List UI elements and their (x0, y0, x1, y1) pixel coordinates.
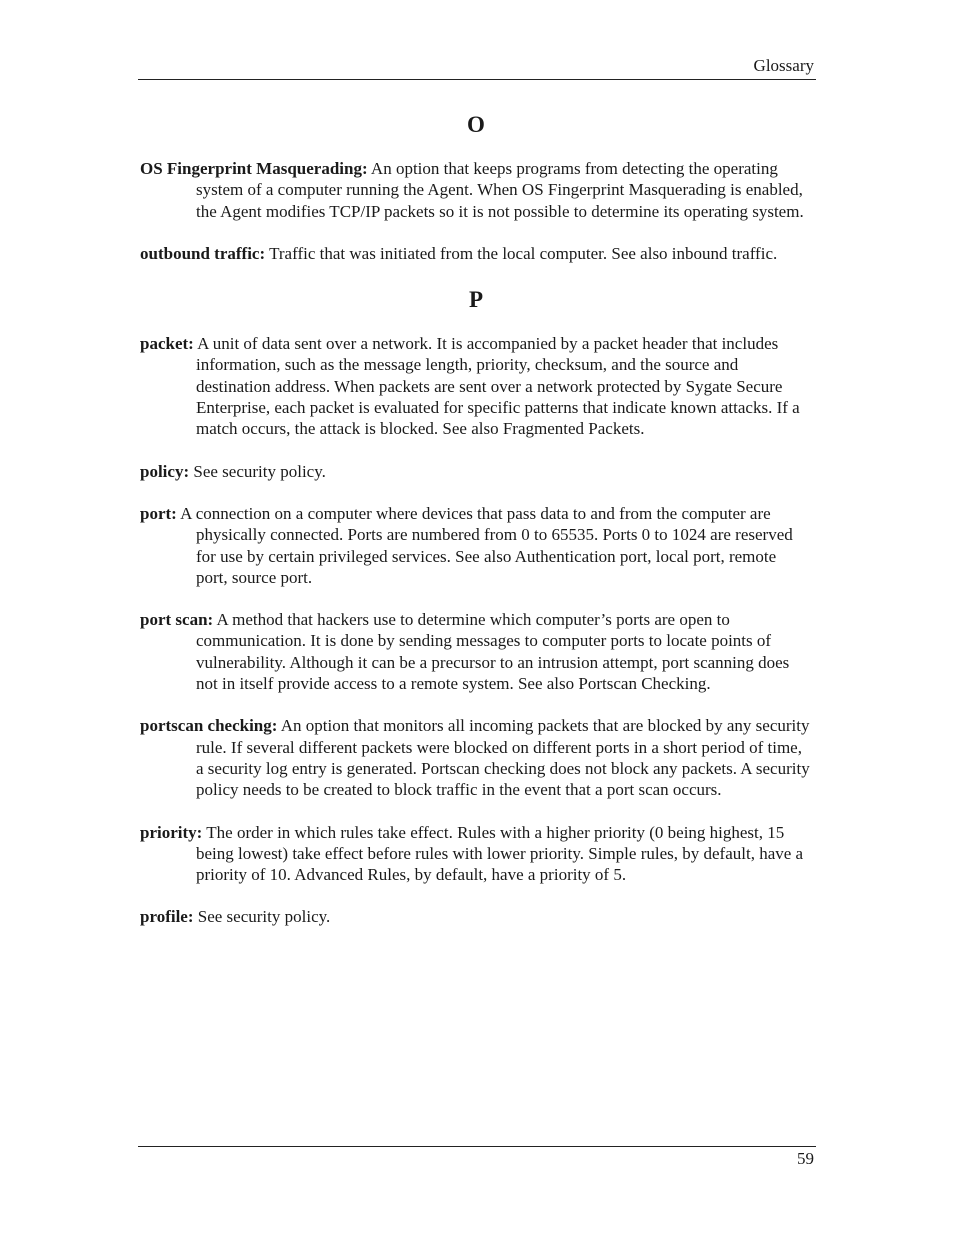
glossary-definition: See security policy. (189, 461, 326, 481)
glossary-term: policy: (140, 461, 190, 481)
header-divider (138, 79, 816, 80)
glossary-definition: A connection on a computer where devices that pass data to and from the computer are physically connected. Ports are numbered from 0 to 65535. Ports 0 to 1024 are reserved for use by certain privileged services. See also Authentication port, local port, remote port, source port. (176, 503, 793, 587)
glossary-entry (140, 906, 812, 927)
section-letter-o: O (467, 112, 485, 137)
glossary-definition: See security policy. (193, 907, 331, 927)
header-title: Glossary (753, 56, 814, 75)
glossary-definition: An option that monitors all incoming packets that are blocked by any security rule. If several different packets were blocked on different ports in a short period of time, a security log entry is generated. Portscan checking does not block any packets. A security policy needs to be created to block traffic in the event that a port scan occurs. (196, 716, 810, 800)
glossary-definition: A unit of data sent over a network. It is accompanied by a packet header that includes information, such as the message length, priority, checksum, and the source and destination address. When packets are sent over a network protected by Sygate Secure Enterprise, each packet is evaluated for specific patterns that indicate known attacks. If a match occurs, the attack is blocked. See also Fragmented Packets. (193, 334, 800, 439)
footer-divider (138, 1146, 816, 1147)
glossary-definition: The order in which rules take effect. Rules with a higher priority (0 being highest, 15 being lowest) take effect before rules with lower priority. Simple rules, by default, have a priority of 10. Advanced Rules, by default, have a priority of 5. (196, 822, 804, 885)
glossary-entry (140, 158, 812, 222)
glossary-entry (140, 822, 812, 886)
glossary-entry (140, 333, 812, 439)
glossary-term: priority: (140, 822, 203, 842)
glossary-entry (140, 243, 812, 264)
glossary-content (140, 110, 812, 949)
glossary-term: profile: (140, 907, 194, 927)
glossary-definition: An option that keeps programs from detecting the operating system of a computer running the Agent. When OS Fingerprint Masquerading is enabled, the Agent modifies TCP/IP packets so it is not possible to determine its operating system. (196, 159, 804, 221)
glossary-entry (140, 461, 812, 482)
glossary-entry (140, 503, 812, 588)
glossary-term: OS Fingerprint Masquerading: (140, 159, 368, 178)
page-number: 59 (797, 1149, 814, 1168)
glossary-term: port: (140, 503, 177, 523)
glossary-entry (140, 715, 812, 800)
section-letter-p: P (468, 287, 484, 313)
glossary-definition: A method that hackers use to determine which computer’s ports are open to communication. It is done by sending messages to computer ports to locate points of vulnerability. Although it can be a precursor to an intrusion attempt, port scanning does not in itself provide access to a remote system. See also Portscan Checking. (196, 610, 790, 694)
glossary-term: port scan: (140, 610, 214, 630)
glossary-definition: Traffic that was initiated from the local computer. See also inbound traffic. (265, 243, 778, 263)
glossary-entry (140, 609, 812, 694)
glossary-term: outbound traffic: (140, 243, 266, 263)
glossary-term: portscan checking: (140, 716, 278, 736)
glossary-term: packet: (140, 334, 194, 354)
